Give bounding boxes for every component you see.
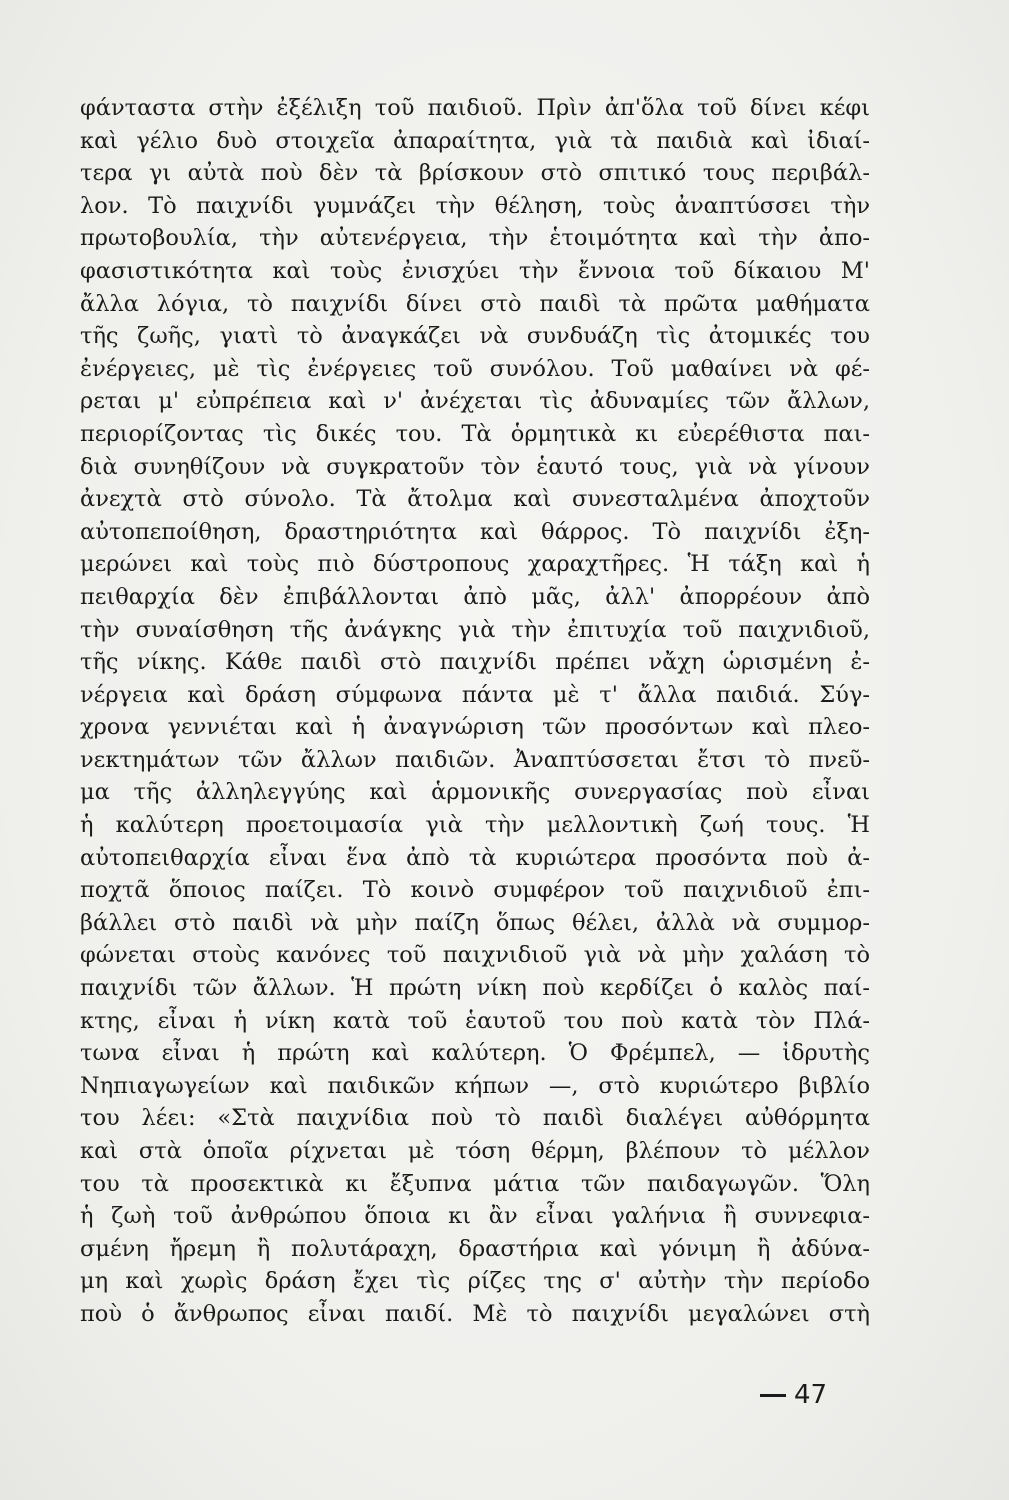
text-line: σμένη ἤρεμη ἢ πολυτάραχη, δραστήρια καὶ γόνιμη ἢ ἀδύνα- [80,1235,870,1262]
text-line: ἡ καλύτερη προετοιμασία γιὰ τὴν μελλοντικὴ ζωή τους. Ἡ [80,812,870,839]
text-line: ἡ ζωὴ τοῦ ἀνθρώπου ὅποια κι ἂν εἶναι γαλήνια ἢ συννεφια- [80,1203,870,1230]
text-line: μερώνει καὶ τοὺς πιὸ δύστροπους χαραχτῆρες. Ἡ τάξη καὶ ἡ [80,551,870,578]
text-line: ἄλλα λόγια, τὸ παιχνίδι δίνει στὸ παιδὶ τὰ πρῶτα μαθήματα [80,290,870,317]
text-line: βάλλει στὸ παιδὶ νὰ μὴν παίζη ὅπως θέλει, ἀλλὰ νὰ συμμορ- [80,909,870,936]
text-line: αὐτοπεποίθηση, δραστηριότητα καὶ θάρρος. Τὸ παιχνίδι ἐξη- [80,518,870,545]
text-line: Νηπιαγωγείων καὶ παιδικῶν κήπων —, στὸ κυριώτερο βιβλίο [80,1072,870,1099]
text-line: καὶ στὰ ὁποῖα ρίχνεται μὲ τόση θέρμη, βλέπουν τὸ μέλλον [80,1138,870,1164]
text-line: πρωτοβουλία, τὴν αὐτενέργεια, τὴν ἑτοιμότητα καὶ τὴν ἀπο- [80,225,870,252]
text-line: του λέει: «Στὰ παιχνίδια ποὺ τὸ παιδὶ διαλέγει αὐθόρμητα [80,1105,870,1132]
text-line: ἐνέργειες, μὲ τὶς ἐνέργειες τοῦ συνόλου. Τοῦ μαθαίνει νὰ φέ- [80,355,870,382]
text-line: φάνταστα στὴν ἐξέλιξη τοῦ παιδιοῦ. Πρὶν ἀπ'ὅλα τοῦ δίνει κέφι [80,95,870,121]
text-line: ἀνεχτὰ στὸ σύνολο. Τὰ ἄτολμα καὶ συνεσταλμένα ἀποχτοῦν [80,486,870,513]
text-line: κτης, εἶναι ἡ νίκη κατὰ τοῦ ἑαυτοῦ του ποὺ κατὰ τὸν Πλά- [80,1007,870,1034]
text-line: τωνα εἶναι ἡ πρώτη καὶ καλύτερη. Ὁ Φρέμπελ, — ἱδρυτὴς [80,1040,870,1067]
text-line: ποχτᾶ ὅποιος παίζει. Τὸ κοινὸ συμφέρον τοῦ παιχνιδιοῦ ἐπι- [80,877,870,904]
text-line: μα τῆς ἀλληλεγγύης καὶ ἁρμονικῆς συνεργασίας ποὺ εἶναι [80,779,870,806]
text-line: πειθαρχία δὲν ἐπιβάλλονται ἀπὸ μᾶς, ἀλλ' ἀπορρέουν ἀπὸ [80,583,870,610]
text-line: καὶ γέλιο δυὸ στοιχεῖα ἀπαραίτητα, γιὰ τὰ παιδιὰ καὶ ἰδιαί- [80,127,870,154]
text-line: νέργεια καὶ δράση σύμφωνα πάντα μὲ τ' ἄλλα παιδιά. Σύγ- [80,681,870,708]
text-line: τερα γι αὐτὰ ποὺ δὲν τὰ βρίσκουν στὸ σπιτικό τους περιβάλ- [80,160,870,187]
text-line: ρεται μ' εὐπρέπεια καὶ ν' ἀνέχεται τὶς ἀδυναμίες τῶν ἄλλων, [80,388,870,415]
text-line: φώνεται στοὺς κανόνες τοῦ παιχνιδιοῦ γιὰ νὰ μὴν χαλάση τὸ [80,942,870,969]
text-line: νεκτημάτων τῶν ἄλλων παιδιῶν. Ἀναπτύσσεται ἔτσι τὸ πνεῦ- [80,746,870,773]
text-line: ποὺ ὁ ἄνθρωπος εἶναι παιδί. Μὲ τὸ παιχνίδι μεγαλώνει στὴ [80,1300,870,1327]
text-line: λον. Τὸ παιχνίδι γυμνάζει τὴν θέληση, τοὺς ἀναπτύσσει τὴν [80,192,870,219]
text-line: του τὰ προσεκτικὰ κι ἔξυπνα μάτια τῶν παιδαγωγῶν. Ὅλη [80,1170,870,1197]
text-line: διὰ συνηθίζουν νὰ συγκρατοῦν τὸν ἑαυτό τους, γιὰ νὰ γίνουν [80,453,870,480]
body-text [80,92,870,1331]
text-line: τὴν συναίσθηση τῆς ἀνάγκης γιὰ τὴν ἐπιτυχία τοῦ παιχνιδιοῦ, [80,616,870,643]
text-line: φασιστικότητα καὶ τοὺς ἐνισχύει τὴν ἔννοια τοῦ δίκαιου Μ' [80,257,870,284]
text-line: τῆς ζωῆς, γιατὶ τὸ ἀναγκάζει νὰ συνδυάζη τὶς ἀτομικές του [80,323,870,350]
text-line: μη καὶ χωρὶς δράση ἔχει τὶς ρίζες της σ' αὐτὴν τὴν περίοδο [80,1268,870,1295]
text-line: χρονα γεννιέται καὶ ἡ ἀναγνώριση τῶν προσόντων καὶ πλεο- [80,714,870,741]
footer-dash [760,1394,786,1397]
page-number: 47 [794,1380,828,1410]
text-line: τῆς νίκης. Κάθε παιδὶ στὸ παιχνίδι πρέπει νἄχη ὡρισμένη ἐ- [80,649,870,676]
text-line: παιχνίδι τῶν ἄλλων. Ἡ πρώτη νίκη ποὺ κερδίζει ὁ καλὸς παί- [80,975,870,1002]
text-line: αὐτοπειθαρχία εἶναι ἕνα ἀπὸ τὰ κυριώτερα προσόντα ποὺ ἀ- [80,844,870,871]
text-line: περιορίζοντας τὶς δικές του. Τὰ ὁρμητικὰ κι εὐερέθιστα παι- [80,420,870,447]
page-footer [760,1375,840,1415]
